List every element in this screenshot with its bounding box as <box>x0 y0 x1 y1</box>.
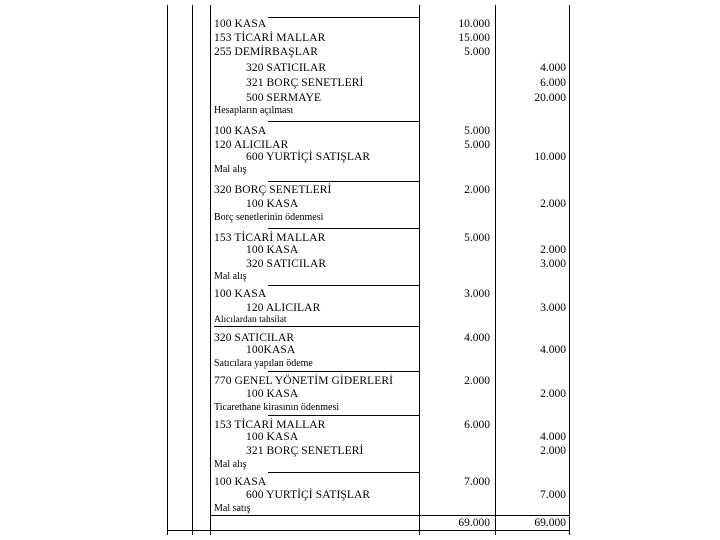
entry-description: Alıcılardan tahsilat <box>214 315 287 325</box>
debit-amount: 10.000 <box>458 18 490 30</box>
account-name: 600 YURTİÇİ SATIŞLAR <box>246 489 371 501</box>
left-inner-line <box>192 5 193 535</box>
debit-column-line <box>419 5 420 535</box>
account-name: 120 ALICILAR <box>214 139 289 151</box>
account-name: 770 GENEL YÖNETİM GİDERLERİ <box>214 375 394 387</box>
entry-separator <box>268 472 419 473</box>
table-bottom-line <box>167 530 570 531</box>
entry-separator <box>268 285 419 286</box>
totals-separator <box>210 515 569 516</box>
account-name: 100 KASA <box>214 125 267 137</box>
left-border-line <box>167 5 168 535</box>
account-name: 255 DEMİRBAŞLAR <box>214 46 319 58</box>
credit-amount: 4.000 <box>540 62 566 74</box>
account-name: 100 KASA <box>246 431 299 443</box>
debit-amount: 15.000 <box>458 32 490 44</box>
debit-amount: 3.000 <box>464 288 490 300</box>
account-name: 320 SATICILAR <box>214 332 295 344</box>
debit-amount: 5.000 <box>464 46 490 58</box>
account-name: 153 TİCARİ MALLAR <box>214 419 326 431</box>
account-name: 100 KASA <box>246 388 299 400</box>
account-name: 100 KASA <box>214 476 267 488</box>
account-name: 153 TİCARİ MALLAR <box>214 232 326 244</box>
debit-amount: 5.000 <box>464 232 490 244</box>
entry-separator <box>268 228 419 229</box>
debit-amount: 6.000 <box>464 419 490 431</box>
debit-amount: 5.000 <box>464 125 490 137</box>
credit-amount: 3.000 <box>540 258 566 270</box>
entry-separator <box>268 181 419 182</box>
account-name: 100KASA <box>246 344 296 356</box>
credit-column-line <box>495 5 496 535</box>
entry-description: Mal satış <box>214 503 251 514</box>
account-name: 100 KASA <box>246 244 299 256</box>
account-name: 500 SERMAYE <box>246 92 322 104</box>
account-name: 153 TİCARİ MALLAR <box>214 32 326 44</box>
debit-amount: 2.000 <box>464 375 490 387</box>
account-name: 321 BORÇ SENETLERİ <box>246 77 364 89</box>
account-name: 120 ALICILAR <box>246 302 321 314</box>
right-border-line <box>569 5 570 535</box>
credit-amount: 2.000 <box>540 388 566 400</box>
entry-separator <box>214 326 419 327</box>
entry-separator <box>268 415 419 416</box>
entry-separator <box>268 17 419 18</box>
credit-amount: 3.000 <box>540 302 566 314</box>
entry-description: Borç senetlerinin ödenmesi <box>214 212 324 223</box>
account-name: 100 KASA <box>246 198 299 210</box>
total-debit: 69.000 <box>458 517 490 529</box>
account-name: 320 SATICILAR <box>246 258 327 270</box>
entry-description: Ticarethane kirasının ödenmesi <box>214 402 340 413</box>
entry-description: Hesapların açılması <box>214 105 294 116</box>
account-name: 320 BORÇ SENETLERİ <box>214 184 332 196</box>
account-name: 600 YURTİÇİ SATIŞLAR <box>246 151 371 163</box>
debit-amount: 7.000 <box>464 476 490 488</box>
debit-amount: 2.000 <box>464 184 490 196</box>
entry-description: Mal alış <box>214 271 247 282</box>
credit-amount: 2.000 <box>540 445 566 457</box>
credit-amount: 2.000 <box>540 198 566 210</box>
account-name: 100 KASA <box>214 288 267 300</box>
entry-separator <box>268 121 419 122</box>
credit-amount: 6.000 <box>540 77 566 89</box>
account-column-line <box>210 5 211 535</box>
account-name: 321 BORÇ SENETLERİ <box>246 445 364 457</box>
credit-amount: 7.000 <box>540 489 566 501</box>
total-credit: 69.000 <box>534 517 566 529</box>
entry-description: Mal alış <box>214 459 247 470</box>
credit-amount: 4.000 <box>540 431 566 443</box>
credit-amount: 20.000 <box>534 92 566 104</box>
debit-amount: 4.000 <box>464 332 490 344</box>
entry-separator <box>268 371 419 372</box>
entry-description: Mal alış <box>214 164 247 175</box>
account-name: 320 SATICILAR <box>246 62 327 74</box>
debit-amount: 5.000 <box>464 139 490 151</box>
credit-amount: 10.000 <box>534 151 566 163</box>
entry-description: Satıcılara yapılan ödeme <box>214 358 313 369</box>
credit-amount: 4.000 <box>540 344 566 356</box>
account-name: 100 KASA <box>214 18 267 30</box>
credit-amount: 2.000 <box>540 244 566 256</box>
